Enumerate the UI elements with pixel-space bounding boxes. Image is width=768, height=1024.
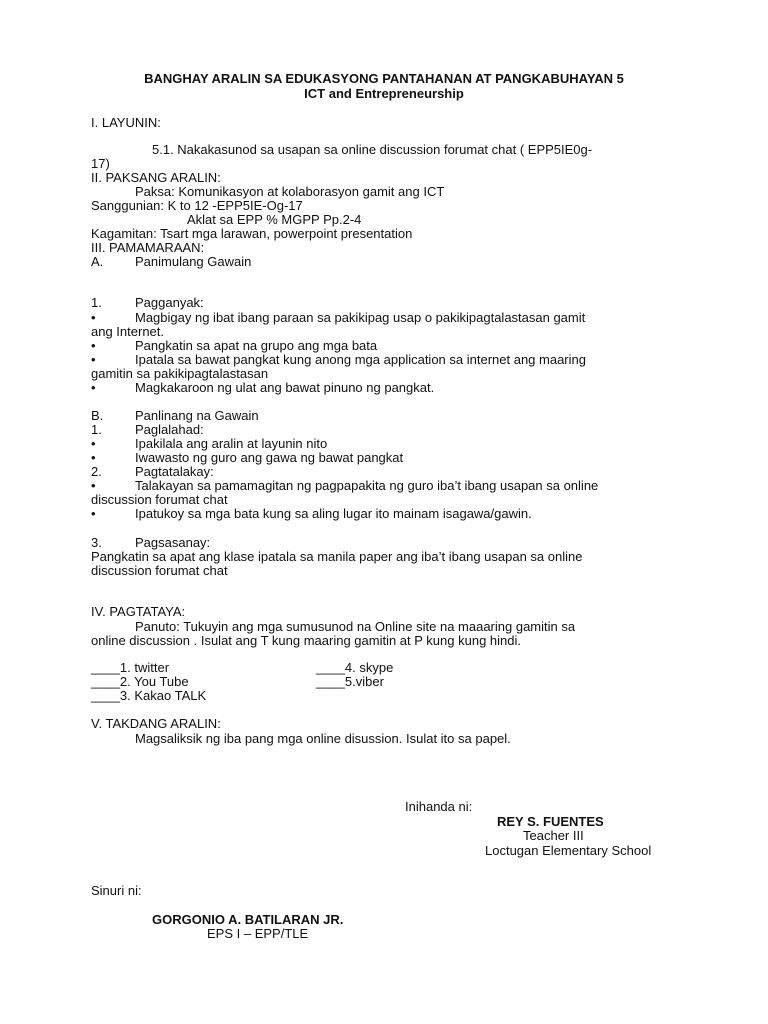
paksa-line: Paksa: Komunikasyon at kolaborasyon gamit ang ICT	[135, 184, 445, 199]
checked-by-label: Sinuri ni:	[91, 883, 142, 898]
pagsasanay-number: 3.	[91, 535, 102, 550]
checker-position: EPS I – EPP/TLE	[207, 926, 309, 941]
quiz-item-3: ____3. Kakao TALK	[91, 688, 207, 703]
pagtataya-heading: IV. PAGTATAYA:	[91, 604, 186, 619]
paglalahad-bullet-2: Iwawasto ng guro ang gawa ng bawat pangkat	[135, 450, 404, 465]
document-title: BANGHAY ARALIN SA EDUKASYONG PANTAHANAN AT PANGKABUHAYAN 5	[144, 71, 624, 86]
bullet: •	[91, 450, 96, 465]
pagganyak-bullet-3: Ipatala sa bawat pangkat kung anong mga application sa internet ang maaring	[135, 352, 586, 367]
section-a-label: A.	[91, 254, 104, 269]
pagtatalakay-number: 2.	[91, 464, 102, 479]
document-subtitle: ICT and Entrepreneurship	[304, 86, 464, 101]
paglalahad-bullet-1: Ipakilala ang aralin at layunin nito	[135, 436, 328, 451]
pagganyak-bullet-3-cont: gamitin sa pakikipagtalastasan	[91, 366, 269, 381]
pagtatalakay-heading: Pagtatalakay:	[135, 464, 214, 479]
layunin-heading: I. LAYUNIN:	[91, 115, 161, 130]
takdang-heading: V. TAKDANG ARALIN:	[91, 716, 221, 731]
prepared-by-label: Inihanda ni:	[405, 799, 473, 814]
pagganyak-heading: Pagganyak:	[135, 295, 204, 310]
pagganyak-number: 1.	[91, 295, 102, 310]
bullet: •	[91, 436, 96, 451]
quiz-item-5: ____5.viber	[316, 674, 384, 689]
pagtatalakay-bullet-1-cont: discussion forumat chat	[91, 492, 228, 507]
section-b-label: B.	[91, 408, 104, 423]
bullet: •	[91, 352, 96, 367]
quiz-item-1: ____1. twitter	[91, 660, 170, 675]
preparer-position: Teacher III	[523, 828, 584, 843]
pagganyak-bullet-2: Pangkatin sa apat na grupo ang mga bata	[135, 338, 378, 353]
panuto-line-1: Panuto: Tukuyin ang mga sumusunod na Online site na maaaring gamitin sa	[135, 619, 576, 634]
preparer-school: Loctugan Elementary School	[485, 843, 652, 858]
pagsasanay-text-2: discussion forumat chat	[91, 563, 228, 578]
pagganyak-bullet-4: Magkakaroon ng ulat ang bawat pinuno ng pangkat.	[135, 380, 435, 395]
preparer-name: REY S. FUENTES	[497, 814, 604, 829]
bullet: •	[91, 506, 96, 521]
section-a-text: Panimulang Gawain	[135, 254, 252, 269]
pagganyak-bullet-1-cont: ang Internet.	[91, 324, 164, 339]
layunin-line-2: 17)	[91, 156, 110, 171]
pagsasanay-text-1: Pangkatin sa apat ang klase ipatala sa manila paper ang iba’t ibang usapan sa online	[91, 549, 583, 564]
bullet: •	[91, 310, 96, 325]
quiz-item-2: ____2. You Tube	[91, 674, 189, 689]
bullet: •	[91, 338, 96, 353]
checker-name: GORGONIO A. BATILARAN JR.	[152, 912, 344, 927]
bullet: •	[91, 380, 96, 395]
pagtatalakay-bullet-2: Ipatukoy sa mga bata kung sa aling lugar ito mainam isagawa/gawin.	[135, 506, 532, 521]
sanggunian-line: Sanggunian: K to 12 -EPP5IE-Og-17	[91, 198, 303, 213]
layunin-line-1: 5.1. Nakakasunod sa usapan sa online discussion forumat chat ( EPP5IE0g-	[152, 142, 593, 157]
pamamaraan-heading: III. PAMAMARAAN:	[91, 240, 205, 255]
section-b-text: Panlinang na Gawain	[135, 408, 259, 423]
aklat-line: Aklat sa EPP % MGPP Pp.2-4	[187, 212, 362, 227]
pagtatalakay-bullet-1: Talakayan sa pamamagitan ng pagpapakita ng guro iba’t ibang usapan sa online	[135, 478, 599, 493]
bullet: •	[91, 478, 96, 493]
takdang-text: Magsaliksik ng iba pang mga online disussion. Isulat ito sa papel.	[135, 731, 511, 746]
pagganyak-bullet-1: Magbigay ng ibat ibang paraan sa pakikipag usap o pakikipagtalastasan gamit	[135, 310, 586, 325]
kagamitan-line: Kagamitan: Tsart mga larawan, powerpoint presentation	[91, 226, 413, 241]
quiz-item-4: ____4. skype	[316, 660, 394, 675]
panuto-line-2: online discussion . Isulat ang T kung maaring gamitin at P kung kung hindi.	[91, 633, 521, 648]
pagsasanay-heading: Pagsasanay:	[135, 535, 211, 550]
paksang-heading: II. PAKSANG ARALIN:	[91, 170, 221, 185]
paglalahad-heading: Paglalahad:	[135, 422, 204, 437]
paglalahad-number: 1.	[91, 422, 102, 437]
